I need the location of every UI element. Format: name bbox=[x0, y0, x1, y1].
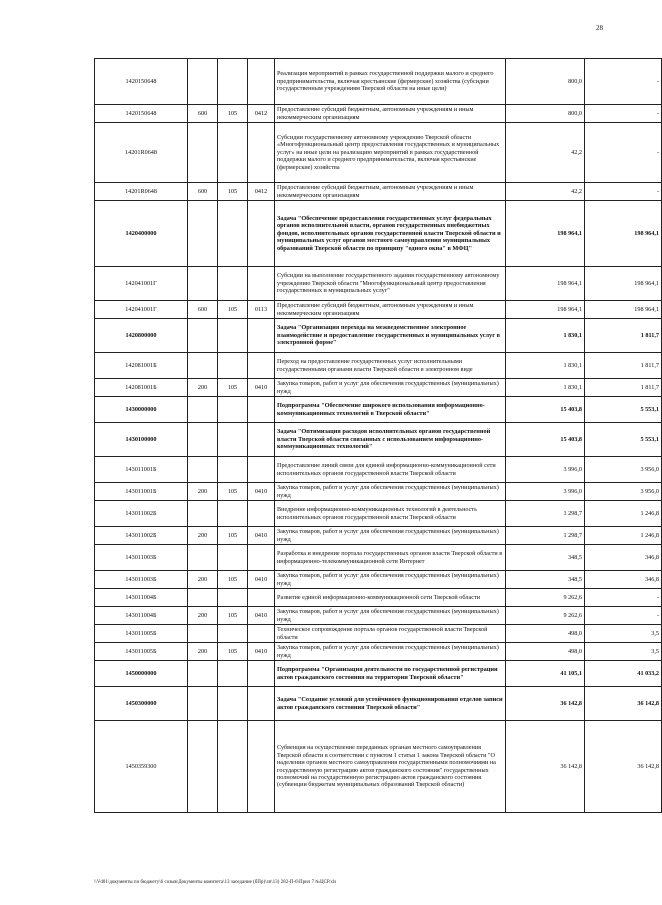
admin-code-cell bbox=[218, 423, 248, 457]
section-code-cell bbox=[248, 201, 275, 267]
table-row bbox=[95, 301, 662, 319]
amount-fact-cell: 5 553,1 bbox=[585, 397, 662, 423]
amount-fact-cell: - bbox=[585, 589, 662, 607]
admin-code-cell: 105 bbox=[218, 105, 248, 123]
code-cell: 1420400000 bbox=[95, 201, 188, 267]
admin-code-cell: 105 bbox=[218, 571, 248, 589]
section-code-cell bbox=[248, 687, 275, 721]
table-row bbox=[95, 423, 662, 457]
section-code-cell: 0113 bbox=[248, 301, 275, 319]
table-row bbox=[95, 105, 662, 123]
code-cell: 143011003Б bbox=[95, 545, 188, 571]
table-row bbox=[95, 59, 662, 105]
section-code-cell: 0410 bbox=[248, 379, 275, 397]
expense-type-cell bbox=[188, 397, 218, 423]
admin-code-cell: 105 bbox=[218, 643, 248, 661]
code-cell: 143011005Б bbox=[95, 643, 188, 661]
expense-type-cell: 200 bbox=[188, 643, 218, 661]
amount-plan-cell: 800,0 bbox=[506, 59, 585, 105]
page-number: 28 bbox=[596, 24, 603, 32]
table-row bbox=[95, 545, 662, 571]
amount-plan-cell: 36 142,8 bbox=[506, 721, 585, 813]
amount-plan-cell: 198 964,1 bbox=[506, 267, 585, 301]
section-code-cell: 0410 bbox=[248, 483, 275, 501]
table-row bbox=[95, 571, 662, 589]
amount-fact-cell: 198 964,1 bbox=[585, 267, 662, 301]
amount-plan-cell: 498,0 bbox=[506, 643, 585, 661]
section-code-cell bbox=[248, 589, 275, 607]
admin-code-cell: 105 bbox=[218, 607, 248, 625]
amount-fact-cell: 36 142,8 bbox=[585, 687, 662, 721]
amount-plan-cell: 1 298,7 bbox=[506, 527, 585, 545]
name-cell: Развитие единой информационно-коммуникационной сети Тверской области bbox=[275, 589, 506, 607]
amount-fact-cell: 1 811,7 bbox=[585, 379, 662, 397]
name-cell: Закупка товаров, работ и услуг для обеспечения государственных (муниципальных) нужд bbox=[275, 483, 506, 501]
table-row bbox=[95, 607, 662, 625]
admin-code-cell bbox=[218, 353, 248, 379]
amount-fact-cell: - bbox=[585, 607, 662, 625]
name-cell: Закупка товаров, работ и услуг для обеспечения государственных (муниципальных) нужд bbox=[275, 607, 506, 625]
admin-code-cell bbox=[218, 397, 248, 423]
name-cell: Закупка товаров, работ и услуг для обеспечения государственных (муниципальных) нужд bbox=[275, 571, 506, 589]
code-cell: 1420150648 bbox=[95, 105, 188, 123]
amount-fact-cell: 1 811,7 bbox=[585, 353, 662, 379]
table-row bbox=[95, 527, 662, 545]
amount-plan-cell: 42,2 bbox=[506, 183, 585, 201]
name-cell: Задача "Создание условий для устойчивого функционирования отделов записи актов гражданского состояния Тверской области" bbox=[275, 687, 506, 721]
amount-plan-cell: 3 996,0 bbox=[506, 457, 585, 483]
admin-code-cell: 105 bbox=[218, 483, 248, 501]
expense-type-cell: 200 bbox=[188, 527, 218, 545]
section-code-cell bbox=[248, 353, 275, 379]
amount-plan-cell: 41 105,1 bbox=[506, 661, 585, 687]
name-cell: Предоставление линий связи для единой информационно-коммуникационной сети исполнительных органов государственной власти Тверской области bbox=[275, 457, 506, 483]
table-row bbox=[95, 589, 662, 607]
expense-type-cell bbox=[188, 59, 218, 105]
code-cell: 1430000000 bbox=[95, 397, 188, 423]
code-cell: 143011002Б bbox=[95, 527, 188, 545]
amount-plan-cell: 800,0 bbox=[506, 105, 585, 123]
code-cell: 142041001Г bbox=[95, 267, 188, 301]
expense-type-cell: 200 bbox=[188, 379, 218, 397]
name-cell: Техническое сопровождение портала органов государственной власти Тверской области bbox=[275, 625, 506, 643]
code-cell: 1420150648 bbox=[95, 59, 188, 105]
section-code-cell bbox=[248, 423, 275, 457]
amount-plan-cell: 42,2 bbox=[506, 123, 585, 183]
amount-plan-cell: 15 403,8 bbox=[506, 423, 585, 457]
admin-code-cell bbox=[218, 501, 248, 527]
section-code-cell bbox=[248, 721, 275, 813]
name-cell: Внедрение информационно-коммуникационных технологий в деятельность исполнительных органов государственной власти Тверской области bbox=[275, 501, 506, 527]
code-cell: 14201R0648 bbox=[95, 123, 188, 183]
expense-type-cell bbox=[188, 721, 218, 813]
amount-fact-cell: - bbox=[585, 59, 662, 105]
section-code-cell: 0410 bbox=[248, 571, 275, 589]
table-row bbox=[95, 183, 662, 201]
code-cell: 143011001Б bbox=[95, 483, 188, 501]
amount-plan-cell: 1 830,1 bbox=[506, 319, 585, 353]
expense-type-cell bbox=[188, 687, 218, 721]
code-cell: 143011004Б bbox=[95, 607, 188, 625]
code-cell: 1430100000 bbox=[95, 423, 188, 457]
admin-code-cell: 105 bbox=[218, 183, 248, 201]
amount-fact-cell: 3,5 bbox=[585, 643, 662, 661]
amount-plan-cell: 1 830,1 bbox=[506, 379, 585, 397]
amount-fact-cell: 3,5 bbox=[585, 625, 662, 643]
code-cell: 143011004Б bbox=[95, 589, 188, 607]
code-cell: 14201R0648 bbox=[95, 183, 188, 201]
expense-type-cell: 600 bbox=[188, 105, 218, 123]
expense-type-cell: 600 bbox=[188, 301, 218, 319]
table-row bbox=[95, 123, 662, 183]
section-code-cell bbox=[248, 59, 275, 105]
name-cell: Задача "Обеспечение предоставления государственных услуг федеральных органов исполнительной власти, органов государственных внебюджетных фондов, исполнительных органов государственной власти Тверской области и муниципальных услуг органов местного самоуправления муниципальных образований Тверской области по принципу "одного окна" в МФЦ" bbox=[275, 201, 506, 267]
name-cell: Предоставление субсидий бюджетным, автономным учреждениям и иным некоммерческим организациям bbox=[275, 301, 506, 319]
name-cell: Субсидии государственному автономному учреждению Тверской области «Многофункциональный центр предоставления государственных и муниципальных услуг» на иные цели на реализацию мероприятий в рамках государственной поддержки малого и среднего предпринимательства, включая крестьянские (фермерские) хозяйства bbox=[275, 123, 506, 183]
name-cell: Подпрограмма "Обеспечение широкого использования информационно-коммуникационных технологий в Тверской области" bbox=[275, 397, 506, 423]
admin-code-cell bbox=[218, 59, 248, 105]
amount-fact-cell: 346,8 bbox=[585, 545, 662, 571]
code-cell: 1450300000 bbox=[95, 687, 188, 721]
section-code-cell bbox=[248, 545, 275, 571]
amount-fact-cell: 3 956,0 bbox=[585, 457, 662, 483]
code-cell: 142081001Б bbox=[95, 379, 188, 397]
table-row bbox=[95, 643, 662, 661]
table-row bbox=[95, 625, 662, 643]
table-row bbox=[95, 501, 662, 527]
expense-type-cell bbox=[188, 589, 218, 607]
admin-code-cell bbox=[218, 687, 248, 721]
name-cell: Реализация мероприятий в рамках государственной поддержки малого и среднего предпринимательства, включая крестьянские (фермерские) хозяйства (субсидии государственным учреждениям Тверской области на иные цели) bbox=[275, 59, 506, 105]
table-row bbox=[95, 353, 662, 379]
name-cell: Подпрограмма "Организация деятельности по государственной регистрации актов гражданского состояния на территории Тверской области" bbox=[275, 661, 506, 687]
admin-code-cell bbox=[218, 319, 248, 353]
code-cell: 143011002Б bbox=[95, 501, 188, 527]
admin-code-cell bbox=[218, 589, 248, 607]
code-cell: 143011005Б bbox=[95, 625, 188, 643]
admin-code-cell: 105 bbox=[218, 527, 248, 545]
expense-type-cell bbox=[188, 625, 218, 643]
amount-plan-cell: 348,5 bbox=[506, 571, 585, 589]
section-code-cell: 0410 bbox=[248, 643, 275, 661]
expense-type-cell bbox=[188, 501, 218, 527]
section-code-cell bbox=[248, 267, 275, 301]
expense-type-cell: 200 bbox=[188, 571, 218, 589]
expense-type-cell bbox=[188, 545, 218, 571]
amount-fact-cell: 41 033,2 bbox=[585, 661, 662, 687]
name-cell: Закупка товаров, работ и услуг для обеспечения государственных (муниципальных) нужд bbox=[275, 643, 506, 661]
amount-fact-cell: 198 964,1 bbox=[585, 201, 662, 267]
admin-code-cell bbox=[218, 457, 248, 483]
amount-fact-cell: 1 246,8 bbox=[585, 527, 662, 545]
amount-plan-cell: 1 830,1 bbox=[506, 353, 585, 379]
amount-fact-cell: 5 553,1 bbox=[585, 423, 662, 457]
code-cell: 1450359300 bbox=[95, 721, 188, 813]
admin-code-cell bbox=[218, 721, 248, 813]
code-cell: 1450000000 bbox=[95, 661, 188, 687]
table-row bbox=[95, 483, 662, 501]
table-row bbox=[95, 457, 662, 483]
name-cell: Закупка товаров, работ и услуг для обеспечения государственных (муниципальных) нужд bbox=[275, 527, 506, 545]
expense-type-cell bbox=[188, 201, 218, 267]
name-cell: Субвенция на осуществление переданных органам местного самоуправления Тверской области в соответствии с пунктом 1 статьи 1 закона Тверской области "О наделении органов местного самоуправления государственными полномочиями на государственную регистрацию актов гражданского состояния" государственных полномочий на государственную регистрацию актов гражданского состояния (субвенции бюджетам муниципальных образований Тверской области) bbox=[275, 721, 506, 813]
expense-type-cell bbox=[188, 267, 218, 301]
section-code-cell bbox=[248, 123, 275, 183]
name-cell: Задача "Оптимизация расходов исполнительных органов государственной власти Тверской области связанных с использованием информационно-коммуникационных технологий" bbox=[275, 423, 506, 457]
admin-code-cell bbox=[218, 661, 248, 687]
section-code-cell: 0410 bbox=[248, 607, 275, 625]
name-cell: Субсидии на выполнение государственного задания государственному автономному учреждению Тверской области "Многофункциональный центр предоставления государственных и муниципальных услуг" bbox=[275, 267, 506, 301]
name-cell: Задача "Организация перехода на межведомственное электронное взаимодействие и предоставление государственных и муниципальных услуг в электронной форме" bbox=[275, 319, 506, 353]
name-cell: Предоставление субсидий бюджетным, автономным учреждениям и иным некоммерческим организациям bbox=[275, 105, 506, 123]
amount-plan-cell: 9 262,6 bbox=[506, 589, 585, 607]
expense-type-cell bbox=[188, 123, 218, 183]
table-row bbox=[95, 267, 662, 301]
expense-type-cell bbox=[188, 353, 218, 379]
table-row bbox=[95, 687, 662, 721]
code-cell: 1420800000 bbox=[95, 319, 188, 353]
section-code-cell bbox=[248, 397, 275, 423]
amount-plan-cell: 198 964,1 bbox=[506, 201, 585, 267]
budget-table bbox=[94, 58, 662, 813]
expense-type-cell bbox=[188, 423, 218, 457]
name-cell: Предоставление субсидий бюджетным, автономным учреждениям и иным некоммерческим организациям bbox=[275, 183, 506, 201]
admin-code-cell bbox=[218, 545, 248, 571]
amount-plan-cell: 36 142,8 bbox=[506, 687, 585, 721]
code-cell: 142081001Б bbox=[95, 353, 188, 379]
name-cell: Закупка товаров, работ и услуг для обеспечения государственных (муниципальных) нужд bbox=[275, 379, 506, 397]
table-row bbox=[95, 201, 662, 267]
amount-plan-cell: 348,5 bbox=[506, 545, 585, 571]
footer-file-path: \\Vd01\документы по бюджету\6 созыв\Документы комитета\13 заседание (бПр)\зп\13) 282-П-6\Прил 7 №ЦСР.xls bbox=[94, 880, 337, 885]
admin-code-cell bbox=[218, 123, 248, 183]
amount-fact-cell: 198 964,1 bbox=[585, 301, 662, 319]
section-code-cell bbox=[248, 319, 275, 353]
section-code-cell: 0412 bbox=[248, 105, 275, 123]
amount-plan-cell: 1 298,7 bbox=[506, 501, 585, 527]
expense-type-cell bbox=[188, 457, 218, 483]
admin-code-cell: 105 bbox=[218, 379, 248, 397]
admin-code-cell bbox=[218, 267, 248, 301]
expense-type-cell bbox=[188, 319, 218, 353]
amount-plan-cell: 498,0 bbox=[506, 625, 585, 643]
section-code-cell bbox=[248, 625, 275, 643]
amount-fact-cell: - bbox=[585, 105, 662, 123]
code-cell: 143011003Б bbox=[95, 571, 188, 589]
expense-type-cell bbox=[188, 661, 218, 687]
table-row bbox=[95, 379, 662, 397]
budget-table-body bbox=[95, 59, 662, 813]
section-code-cell: 0410 bbox=[248, 527, 275, 545]
table-row bbox=[95, 661, 662, 687]
table-row bbox=[95, 397, 662, 423]
table-row bbox=[95, 721, 662, 813]
amount-plan-cell: 15 403,8 bbox=[506, 397, 585, 423]
expense-type-cell: 600 bbox=[188, 183, 218, 201]
amount-plan-cell: 9 262,6 bbox=[506, 607, 585, 625]
expense-type-cell: 200 bbox=[188, 483, 218, 501]
amount-fact-cell: - bbox=[585, 183, 662, 201]
amount-fact-cell: 1 246,8 bbox=[585, 501, 662, 527]
amount-fact-cell: 1 811,7 bbox=[585, 319, 662, 353]
amount-fact-cell: 36 142,8 bbox=[585, 721, 662, 813]
name-cell: Переход на предоставление государственных услуг исполнительными государственными органами власти Тверской области в электронном виде bbox=[275, 353, 506, 379]
section-code-cell bbox=[248, 501, 275, 527]
section-code-cell: 0412 bbox=[248, 183, 275, 201]
admin-code-cell bbox=[218, 625, 248, 643]
section-code-cell bbox=[248, 661, 275, 687]
code-cell: 142041001Г bbox=[95, 301, 188, 319]
amount-fact-cell: 346,8 bbox=[585, 571, 662, 589]
admin-code-cell bbox=[218, 201, 248, 267]
code-cell: 143011001Б bbox=[95, 457, 188, 483]
amount-fact-cell: - bbox=[585, 123, 662, 183]
amount-fact-cell: 3 956,0 bbox=[585, 483, 662, 501]
expense-type-cell: 200 bbox=[188, 607, 218, 625]
admin-code-cell: 105 bbox=[218, 301, 248, 319]
amount-plan-cell: 3 996,0 bbox=[506, 483, 585, 501]
table-row bbox=[95, 319, 662, 353]
name-cell: Разработка и внедрение портала государственных органов власти Тверской области в информационно-телекоммуникационной сети Интернет bbox=[275, 545, 506, 571]
section-code-cell bbox=[248, 457, 275, 483]
amount-plan-cell: 198 964,1 bbox=[506, 301, 585, 319]
